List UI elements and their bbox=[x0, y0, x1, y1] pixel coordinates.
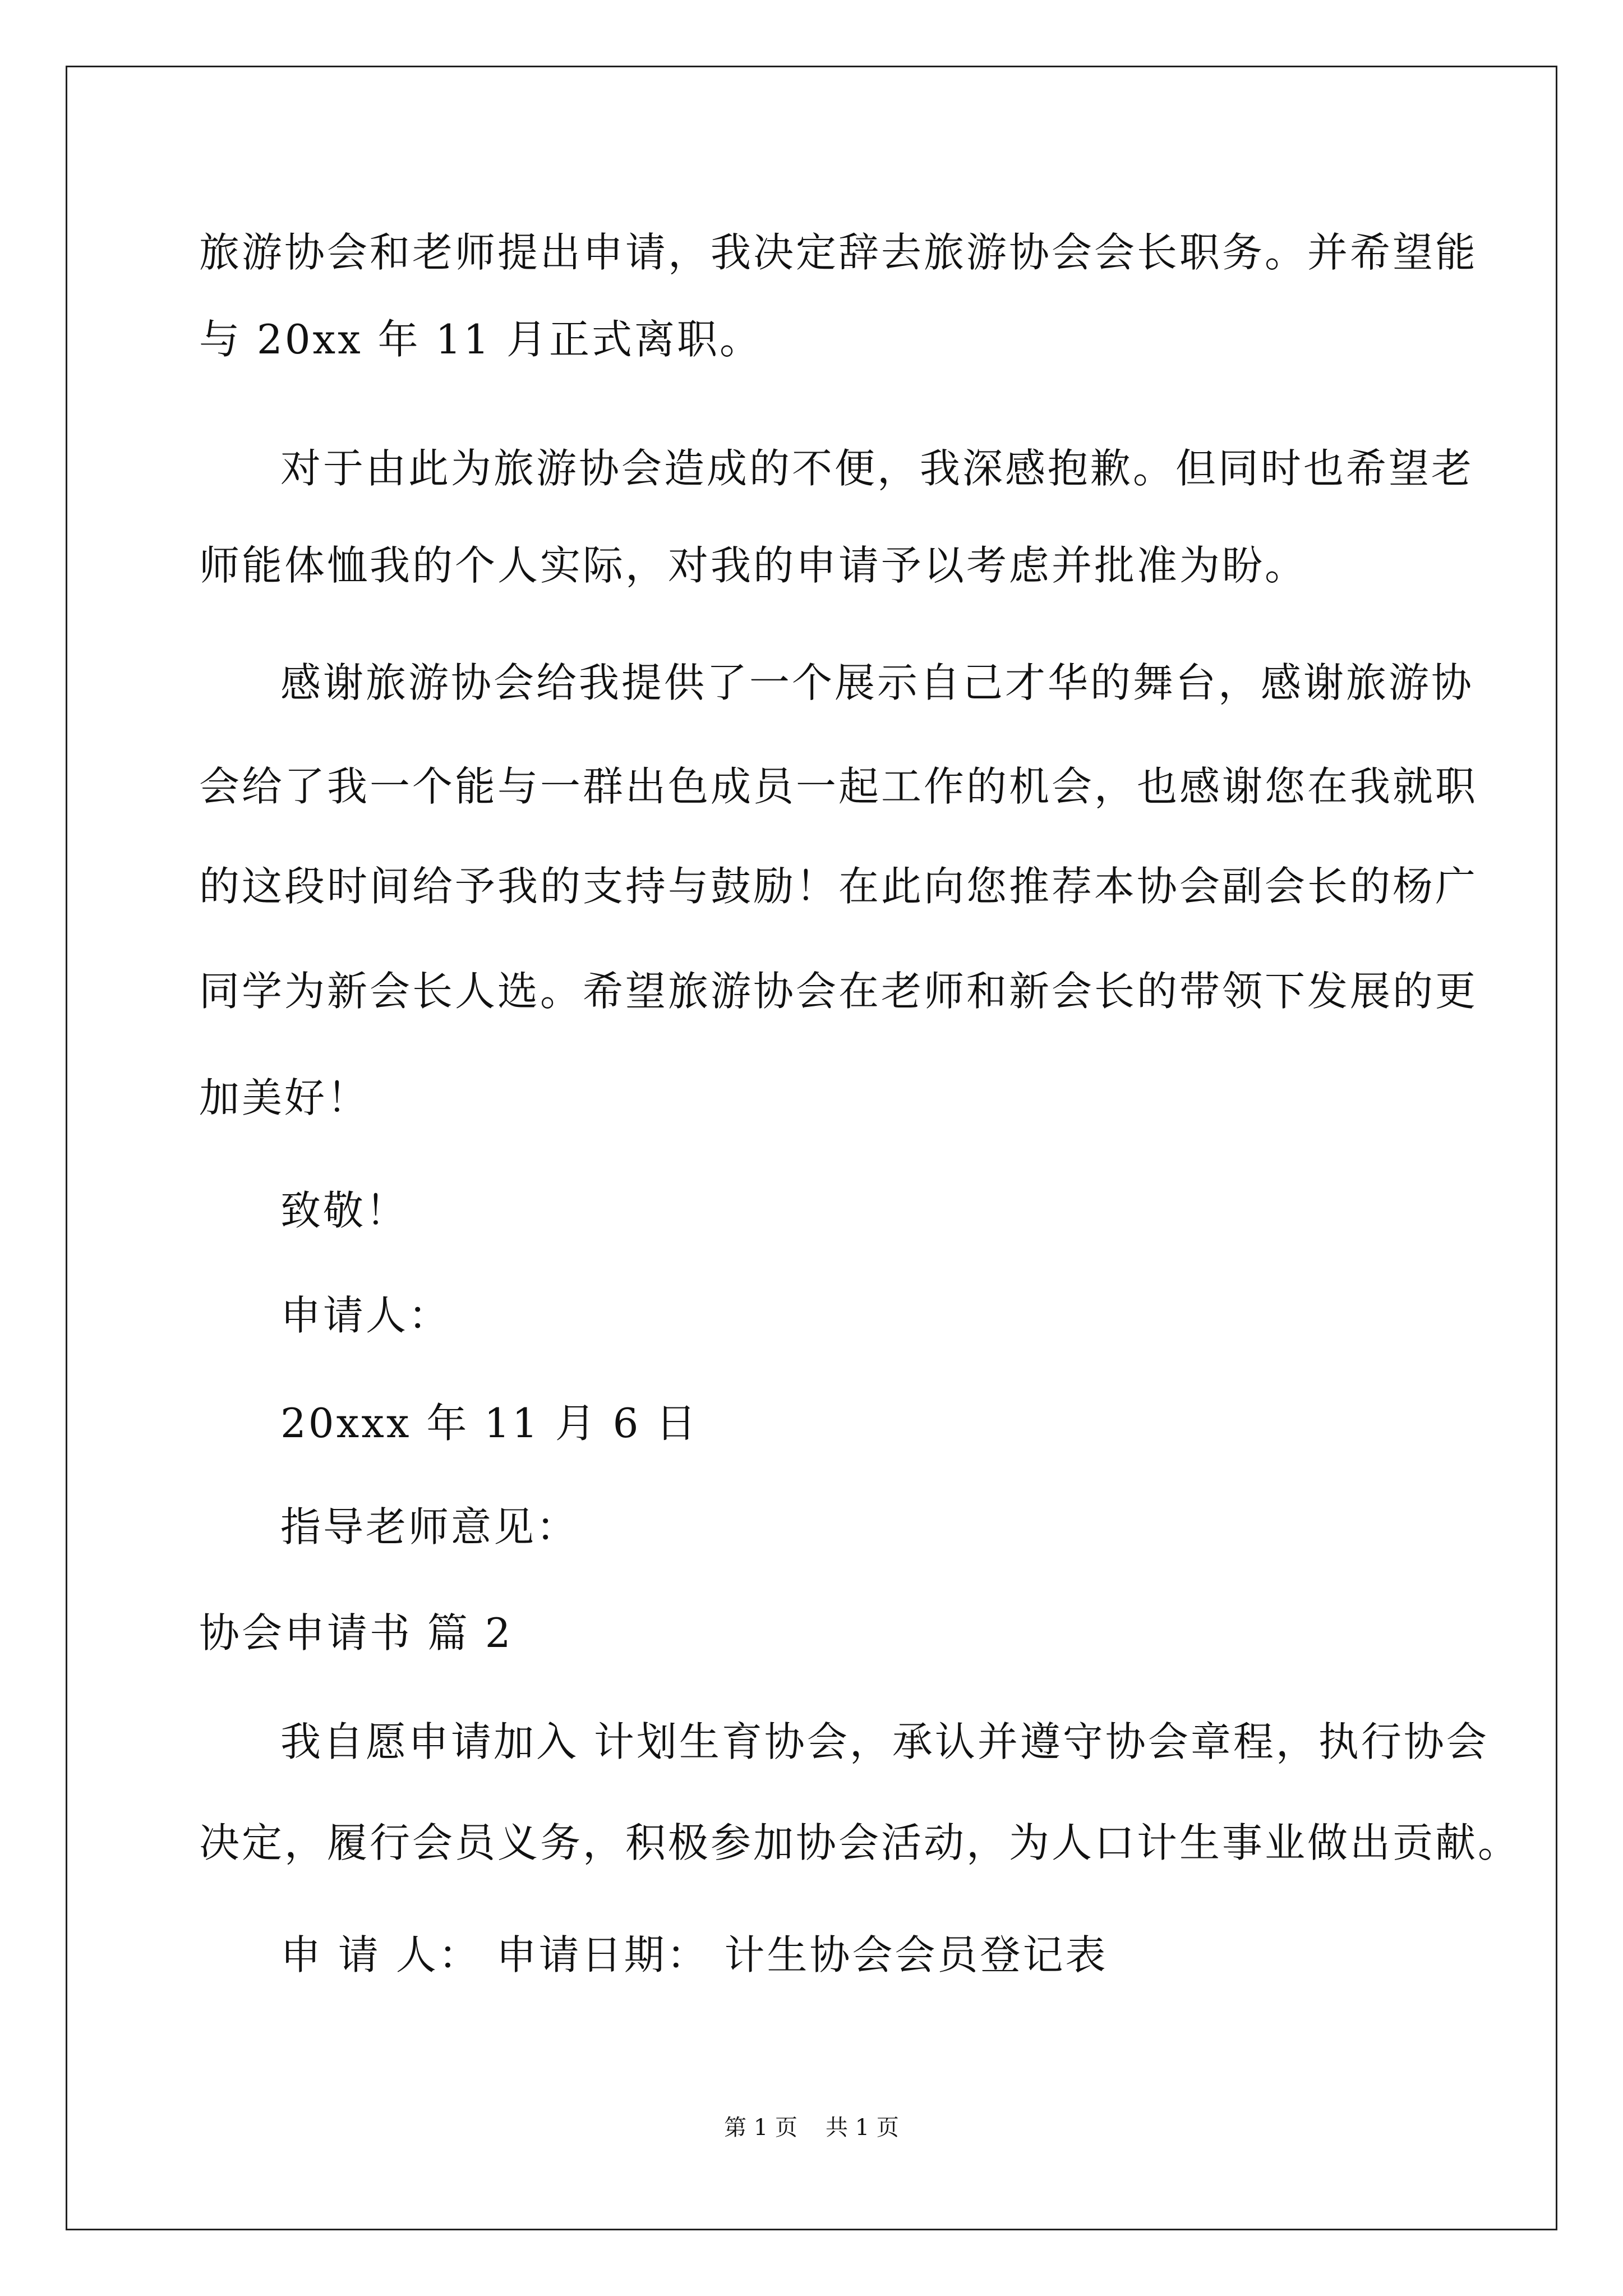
paragraph-line: 师能体恤我的个人实际，对我的申请予以考虑并批准为盼。 bbox=[199, 542, 1308, 589]
paragraph-line: 对于由此为旅游协会造成的不便，我深感抱歉。但同时也希望老 bbox=[280, 445, 1474, 492]
advisor-opinion-label: 指导老师意见： bbox=[280, 1503, 579, 1550]
paragraph-line: 会给了我一个能与一群出色成员一起工作的机会，也感谢您在我就职 bbox=[199, 763, 1478, 810]
paragraph-line: 我自愿申请加入 计划生育协会，承认并遵守协会章程，执行协会 bbox=[280, 1718, 1489, 1765]
paragraph-line: 的这段时间给予我的支持与鼓励！在此向您推荐本协会副会长的杨广 bbox=[199, 863, 1478, 910]
page-number: 第 1 页 bbox=[724, 2115, 797, 2141]
applicant-date-line: 申 请 人： 申请日期： 计生协会会员登记表 bbox=[280, 1931, 1108, 1978]
page-border bbox=[66, 66, 1557, 2230]
paragraph-line: 与 20xx 年 11 月正式离职。 bbox=[199, 316, 762, 363]
date-line: 20xxx 年 11 月 6 日 bbox=[280, 1400, 699, 1447]
paragraph-line: 同学为新会长人选。希望旅游协会在老师和新会长的带领下发展的更 bbox=[199, 968, 1478, 1015]
paragraph-line: 旅游协会和老师提出申请，我决定辞去旅游协会会长职务。并希望能 bbox=[199, 229, 1478, 276]
applicant-label: 申请人： bbox=[280, 1292, 451, 1339]
section-heading: 协会申请书 篇 2 bbox=[199, 1609, 513, 1657]
salutation: 致敬！ bbox=[280, 1187, 409, 1234]
page-total: 共 1 页 bbox=[826, 2115, 899, 2141]
paragraph-line: 决定，履行会员义务，积极参加协会活动，为人口计生事业做出贡献。 bbox=[199, 1819, 1521, 1866]
page-footer bbox=[0, 2114, 1623, 2142]
paragraph-line: 感谢旅游协会给我提供了一个展示自己才华的舞台，感谢旅游协 bbox=[280, 659, 1474, 706]
paragraph-line: 加美好！ bbox=[199, 1074, 370, 1121]
